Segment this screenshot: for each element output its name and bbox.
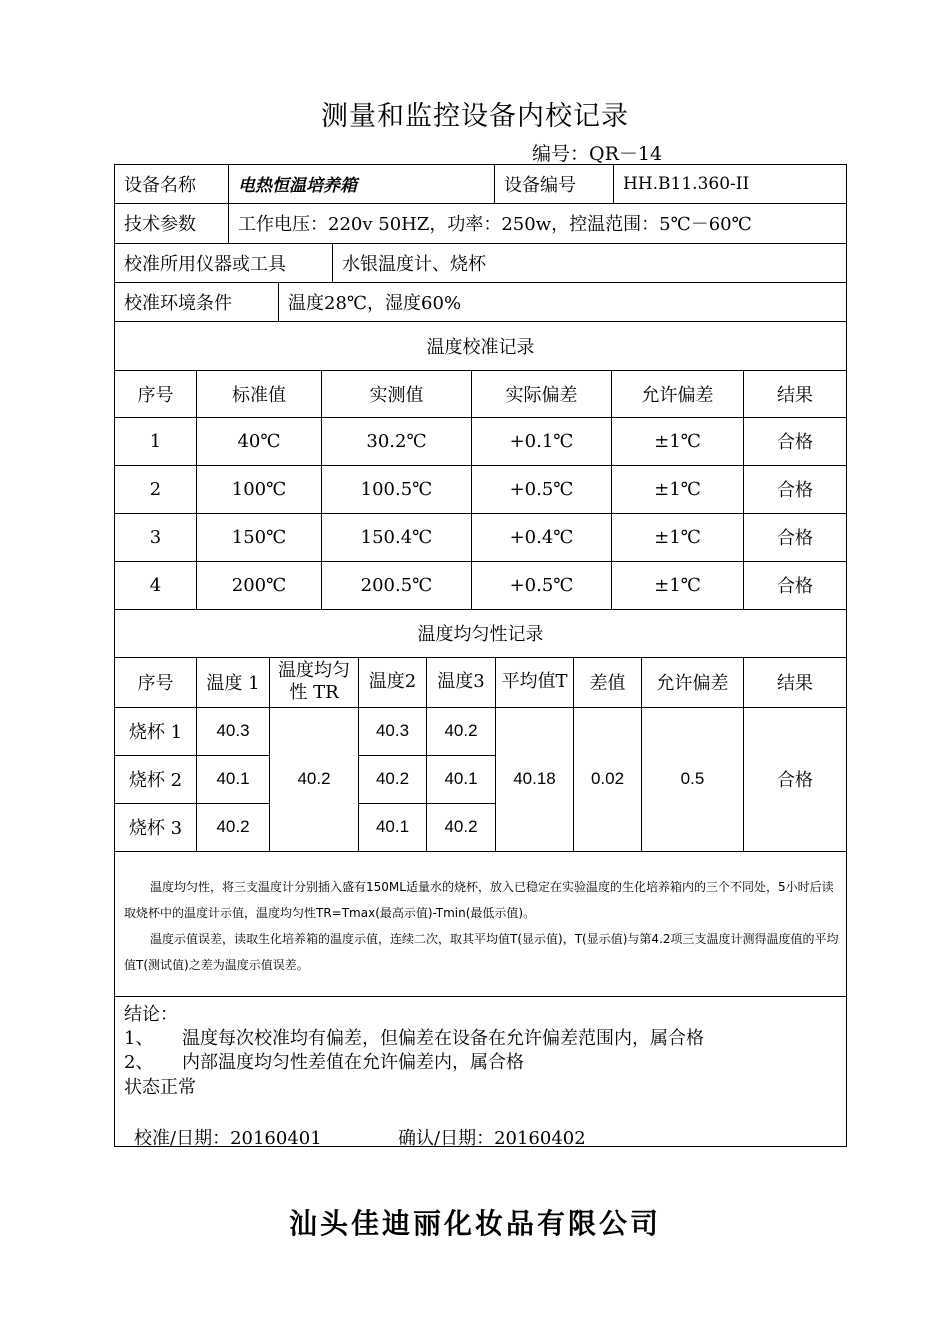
calibration-cell: ±1℃	[654, 574, 701, 596]
calibration-cell: 3	[149, 526, 162, 548]
uniformity-header-temp3: 温度3	[437, 671, 485, 692]
beaker-name: 烧杯 1	[128, 722, 183, 743]
calibration-header-standard: 标准值	[232, 384, 286, 406]
equipment-no-label: 设备编号	[504, 174, 576, 196]
uniformity-allowed-value: 0.5	[680, 769, 705, 788]
calibration-cell: 1	[149, 430, 162, 452]
calibration-cell: 200℃	[231, 574, 287, 596]
uniformity-header-diff: 差值	[589, 673, 626, 694]
uniformity-header-temp2: 温度2	[368, 671, 417, 692]
calibration-header-index: 序号	[137, 384, 174, 406]
calibration-cell: 100℃	[231, 478, 287, 500]
calibration-header-allowed: 允许偏差	[641, 384, 714, 406]
calibration-header-result: 结果	[777, 384, 813, 406]
environment-value: 温度28℃，湿度60%	[288, 292, 462, 314]
calibration-cell: 合格	[777, 432, 813, 453]
beaker-temp2: 40.1	[375, 817, 410, 836]
beaker-temp3: 40.2	[444, 721, 478, 740]
equipment-name-label: 设备名称	[124, 174, 196, 196]
uniformity-header-temp1: 温度 1	[206, 673, 260, 694]
uniformity-tr-value: 40.2	[297, 769, 331, 788]
calibration-cell: ±1℃	[654, 478, 701, 500]
uniformity-diff-value: 0.02	[590, 769, 625, 788]
note-uniformity: 温度均匀性，将三支温度计分别插入盛有150ML适量水的烧杯，放入已稳定在实验温度的生化培养箱内的三个不同处，5小时后读取烧杯中的温度计示值，温度均匀性TR=Tmax(最高示值)-Tmin(最低示值)。	[124, 880, 834, 920]
beaker-temp1: 40.3	[216, 721, 250, 740]
calibration-cell: 合格	[777, 528, 813, 549]
uniformity-result-value: 合格	[777, 770, 813, 791]
row-divider	[114, 851, 847, 852]
calibration-cell: +0.1℃	[509, 430, 574, 452]
calibration-cell: 合格	[777, 480, 813, 501]
calibration-cell: 150.4℃	[360, 526, 433, 548]
calibration-cell: ±1℃	[654, 430, 701, 452]
calibration-cell: 150℃	[231, 526, 287, 548]
calibration-cell: +0.5℃	[509, 478, 574, 500]
note-display-error: 温度示值误差，读取生化培养箱的温度示值，连续二次，取其平均值T(显示值)，T(显示值)与第4.2项三支温度计测得温度值的平均值T(测试值)之差为温度示值误差。	[124, 932, 839, 972]
conclusion-item-text: 内部温度均匀性差值在允许偏差内，属合格	[182, 1052, 524, 1073]
equipment-no-value: HH.B11.360-II	[623, 173, 750, 194]
page-title: 测量和监控设备内校记录	[321, 101, 629, 132]
tech-params-value: 工作电压：220v 50HZ，功率：250w，控温范围：5℃－60℃	[238, 214, 752, 235]
uniformity-header-average: 平均值T	[501, 671, 568, 692]
calibration-cell: 4	[149, 574, 162, 596]
calibration-cell: +0.4℃	[509, 526, 574, 548]
calibration-header-deviation: 实际偏差	[505, 384, 578, 406]
beaker-name: 烧杯 3	[128, 818, 183, 839]
calibration-cell: +0.5℃	[509, 574, 574, 596]
confirmation-signoff: 确认/日期：20160402	[398, 1128, 586, 1149]
status-text: 状态正常	[124, 1077, 196, 1098]
calibration-cell: 40℃	[237, 430, 281, 452]
equipment-name-value: 电热恒温培养箱	[238, 176, 357, 196]
beaker-name: 烧杯 2	[128, 770, 183, 791]
tech-params-label: 技术参数	[124, 214, 196, 235]
conclusion-item-no: 1、	[124, 1028, 154, 1049]
uniformity-header-allowed: 允许偏差	[656, 673, 729, 694]
beaker-temp2: 40.2	[375, 769, 410, 788]
calibration-cell: 200.5℃	[360, 574, 433, 596]
calibration-cell: ±1℃	[654, 526, 701, 548]
calibration-cell: 2	[149, 478, 162, 500]
beaker-temp1: 40.2	[216, 817, 250, 836]
conclusion-label: 结论：	[124, 1004, 178, 1025]
beaker-temp3: 40.1	[444, 769, 478, 788]
calibration-cell: 合格	[777, 576, 813, 597]
calibration-cell: 100.5℃	[360, 478, 433, 500]
uniformity-header-tr: 温度均匀性 TR	[278, 660, 350, 703]
conclusion-item-no: 2、	[124, 1052, 154, 1073]
uniformity-average-value: 40.18	[513, 769, 556, 788]
beaker-temp1: 40.1	[216, 769, 250, 788]
uniformity-section-title: 温度均匀性记录	[417, 624, 544, 645]
calibration-signoff: 校准/日期：20160401	[134, 1128, 322, 1149]
uniformity-header-index: 序号	[137, 673, 174, 694]
beaker-temp3: 40.2	[444, 817, 478, 836]
method-notes	[124, 874, 842, 978]
instrument-label: 校准所用仪器或工具	[124, 253, 286, 275]
calibration-header-measured: 实测值	[369, 384, 424, 406]
row-divider	[114, 996, 847, 997]
uniformity-header-result: 结果	[777, 673, 813, 694]
instrument-value: 水银温度计、烧杯	[342, 253, 486, 275]
conclusion-item-text: 温度每次校准均有偏差，但偏差在设备在允许偏差范围内，属合格	[182, 1028, 704, 1049]
beaker-temp2: 40.3	[375, 721, 410, 740]
environment-label: 校准环境条件	[124, 292, 232, 314]
document-number: 编号：QR－14	[532, 143, 663, 165]
calibration-section-title: 温度校准记录	[426, 336, 535, 358]
company-name: 汕头佳迪丽化妆品有限公司	[288, 1207, 661, 1240]
calibration-cell: 30.2℃	[366, 430, 427, 452]
